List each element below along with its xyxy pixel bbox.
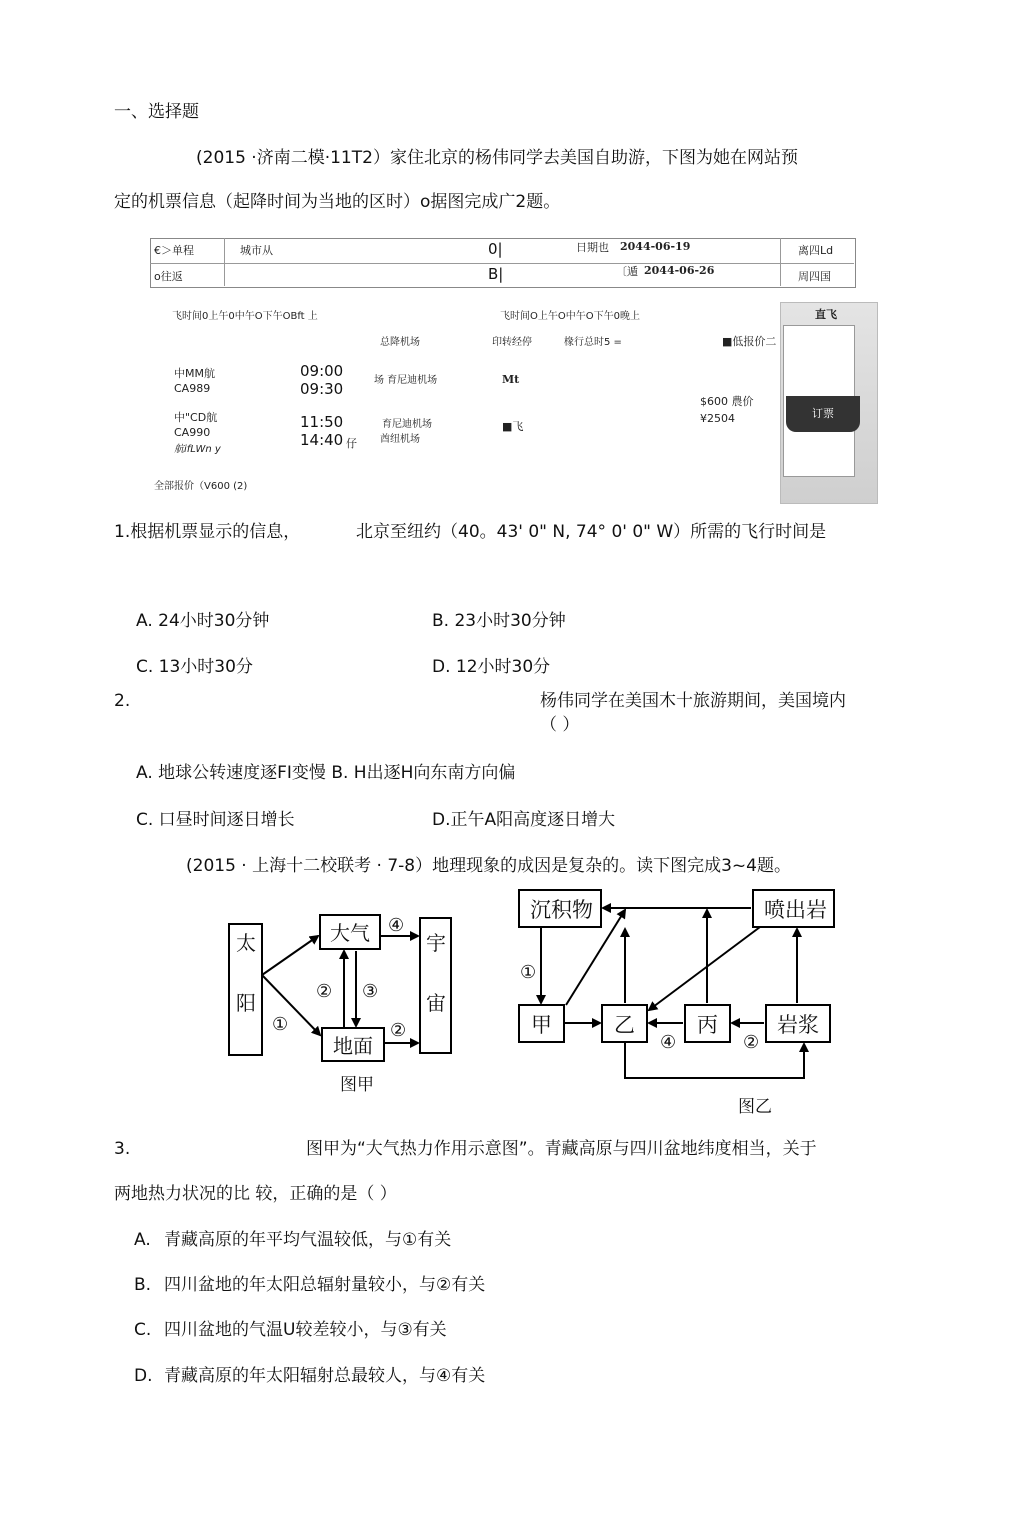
sediment-label: 沉积物 <box>530 898 593 922</box>
q1-option-d: D. 12小时30分 <box>432 657 551 677</box>
city-from-input[interactable]: 0| <box>488 240 503 258</box>
intro-2: (2015 · 上海十二校联考 · 7-8）地理现象的成因是复杂的。读下图完成3~4题。 <box>186 856 791 876</box>
flight2-airport-1: 育尼迪机场 <box>382 419 432 430</box>
sun-char-2: 阳 <box>236 991 256 1015</box>
yi-label: 乙 <box>614 1013 635 1037</box>
section-title: 一、选择题 <box>114 102 199 122</box>
arrow-label-2b: ② <box>390 1020 407 1041</box>
arrow-label-3: ③ <box>362 981 379 1002</box>
flight2-stop: ■飞 <box>502 420 524 433</box>
col-stop: 印转经停 <box>492 337 532 348</box>
q1-option-c: C. 13小时30分 <box>136 657 253 677</box>
col-price: ■低报价二 <box>722 335 777 348</box>
q3-stem-2: 两地热力状况的比 较，正确的是（ ） <box>114 1184 397 1204</box>
all-prices-link[interactable]: 全部报价（V600 (2) <box>154 481 248 492</box>
depart-date[interactable]: 2044-06-19 <box>620 240 691 253</box>
q1-option-a: A. 24小时30分钟 <box>136 611 270 631</box>
q1-stem-a: 1.根据机票显示的信息， <box>114 522 301 542</box>
atmosphere-label: 大气 <box>330 921 370 945</box>
q3-option-a-label: A. <box>134 1230 151 1250</box>
yi-arrow-label-1: ① <box>520 962 537 983</box>
figure-jia-caption: 图甲 <box>340 1075 374 1095</box>
q2-stem: 杨伟同学在美国木十旅游期间，美国境内 <box>540 691 846 711</box>
q3-option-d-label: D. <box>134 1366 153 1386</box>
q3-option-b: 四川盆地的年太阳总辐射量较小，与②有关 <box>164 1275 486 1295</box>
flight1-airport: 场 育尼迪机场 <box>374 375 438 386</box>
intro-line-1: (2015 ·济南二模·11T2）家住北京的杨伟同学去美国自助游，下图为她在网站预 <box>196 148 798 168</box>
depart-date-label: 日期也 <box>576 241 609 254</box>
space-char-1: 宇 <box>426 931 446 955</box>
q2-number: 2. <box>114 691 131 711</box>
q1-option-b: B. 23小时30分钟 <box>432 611 566 631</box>
q3-stem-1: 图甲为“大气热力作用示意图”。青藏高原与四川盆地纬度相当，关于 <box>306 1139 817 1159</box>
flight1-arrive-time: 09:30 <box>300 380 344 398</box>
flight2-extra: 航ifLWn y <box>174 444 221 455</box>
q2-paren: （ ） <box>540 715 580 735</box>
direct-flight-toggle[interactable]: 直飞 <box>815 308 837 321</box>
col-duration: 椽行总时5 = <box>564 337 622 348</box>
city-from-label: 城市从 <box>240 244 273 257</box>
magma-label: 岩浆 <box>777 1013 819 1037</box>
arrow-label-4: ④ <box>388 915 405 936</box>
weekday-2: 周四国 <box>798 270 831 283</box>
col-airport: 总降机场 <box>380 337 420 348</box>
book-button[interactable]: 订票 <box>786 396 860 432</box>
q2-option-c: C. 口昼时间逐日增长 <box>136 810 295 830</box>
flight2-airline: 中"CD航 <box>174 411 218 424</box>
return-date-label: 〔遁 <box>616 265 638 278</box>
time-filter-left[interactable]: 飞时间0上午0中午O下午OBft 上 <box>172 311 318 322</box>
flight1-depart-time: 09:00 <box>300 362 344 380</box>
volcanic-rock-label: 喷出岩 <box>764 898 827 922</box>
arrow-label-2: ② <box>316 981 333 1002</box>
q3-option-c-label: C. <box>134 1320 152 1340</box>
flight1-code: CA989 <box>174 382 211 395</box>
arrow-label-1: ① <box>272 1014 289 1035</box>
city-to-input[interactable]: B| <box>488 265 504 283</box>
flight2-airport-2: 酋纽机场 <box>380 434 420 445</box>
roundtrip-radio[interactable]: o往返 <box>154 270 183 283</box>
time-filter-right[interactable]: 飞时间O上午O中午O下午0晚上 <box>500 311 640 322</box>
flight1-stop: Mt <box>502 373 520 386</box>
jia-label: 甲 <box>531 1013 552 1037</box>
flight2-arrive-suffix: 仔 <box>346 437 357 450</box>
q2-option-d: D.正午A阳高度逐日增大 <box>432 810 616 830</box>
q3-option-a: 青藏高原的年平均气温较低，与①有关 <box>164 1230 452 1250</box>
intro-line-2: 定的机票信息（起降时间为当地的区时）o据图完成广2题。 <box>114 192 561 212</box>
weekday-1: 离四Ld <box>798 244 834 257</box>
q2-option-ab: A. 地球公转速度逐FI变慢 B. H出逐H向东南方向偏 <box>136 763 516 783</box>
oneway-radio[interactable]: €＞单程 <box>154 244 194 257</box>
figure-yi-caption: 图乙 <box>738 1097 772 1117</box>
q3-option-b-label: B. <box>134 1275 152 1295</box>
flight2-depart-time: 11:50 <box>300 413 344 431</box>
q3-option-c: 四川盆地的气温U较差较小，与③有关 <box>164 1320 447 1340</box>
yi-arrow-label-4: ④ <box>660 1032 677 1053</box>
flight1-airline: 中MM航 <box>174 367 215 380</box>
return-date[interactable]: 2044-06-26 <box>644 264 715 277</box>
q1-stem-b: 北京至纽约（40。43' 0" N, 74° 0' 0" W）所需的飞行时间是 <box>356 522 827 542</box>
sun-char-1: 太 <box>236 931 256 955</box>
bing-label: 丙 <box>697 1013 718 1037</box>
price-usd: $600 農价 <box>700 395 754 408</box>
yi-arrow-label-2: ② <box>743 1032 760 1053</box>
flight2-arrive-time: 14:40 <box>300 431 344 449</box>
ground-label: 地面 <box>333 1034 373 1058</box>
flight2-code: CA990 <box>174 426 211 439</box>
q3-option-d: 青藏高原的年太阳辐射总最较人，与④有关 <box>164 1366 486 1386</box>
q3-number: 3. <box>114 1139 131 1159</box>
space-char-2: 宙 <box>426 991 446 1015</box>
price-cny: ¥2504 <box>700 412 735 425</box>
